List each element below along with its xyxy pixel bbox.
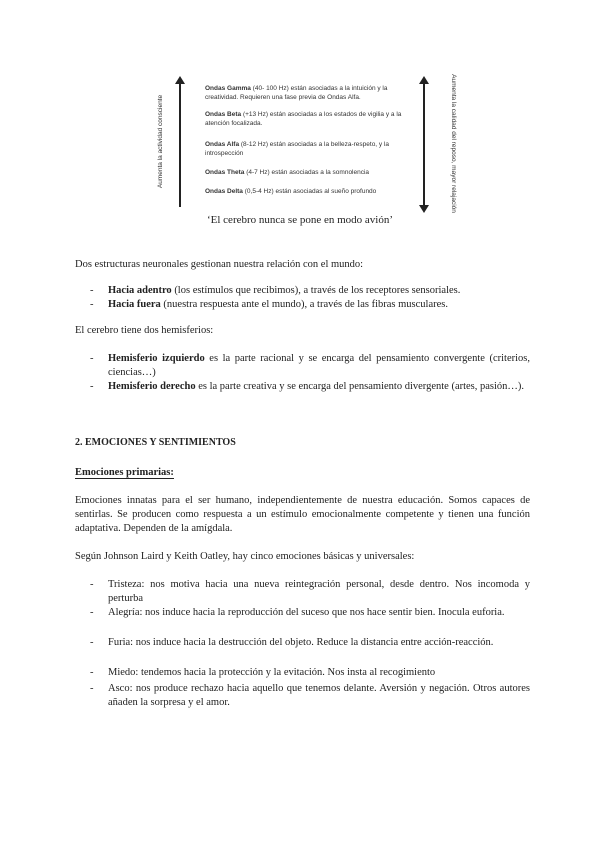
double-arrow-icon <box>423 82 425 207</box>
bullet-dash: - <box>90 285 94 296</box>
paragraph-authors: Según Johnson Laird y Keith Oatley, hay cinco emociones básicas y universales: <box>75 551 415 562</box>
wave-beta: Ondas Beta (+13 Hz) están asociadas a los estados de vigilia y a la atención focalizada. <box>205 111 402 127</box>
wave-gamma: Ondas Gamma (40- 100 Hz) están asociadas a la intuición y la creatividad. Requieren una fase previa de Ondas Alfa. <box>205 85 388 101</box>
bullet-dash: - <box>90 607 94 618</box>
wave-theta: Ondas Theta (4-7 Hz) están asociadas a la somnolencia <box>205 169 370 176</box>
figure-caption: ‘El cerebro nunca se pone en modo avión’ <box>206 214 393 226</box>
section-title: 2. EMOCIONES Y SENTIMIENTOS <box>75 437 236 448</box>
wave-delta: Ondas Delta (0,5-4 Hz) están asociadas al sueño profundo <box>205 188 377 195</box>
left-axis-label: Aumenta la actividad consciente <box>157 94 165 189</box>
subsection-title: Emociones primarias: <box>75 467 174 478</box>
bullet-dash: - <box>90 579 94 590</box>
bullet-dash: - <box>90 667 94 678</box>
bullet-dash: - <box>90 381 94 392</box>
bullet-dash: - <box>90 299 94 310</box>
paragraph-primary-emotions: Emociones innatas para el ser humano, independientemente de nuestra educación. Somos capaces de sentirlas. Se producen como respuesta a un estímulo emocionalmente competente y tienen una función adaptativa. Dependen de la amígdala. <box>75 495 530 534</box>
wave-alfa: Ondas Alfa (8-12 Hz) están asociadas a la belleza-respeto, y la introspección <box>205 141 390 157</box>
intro-hemispheres: El cerebro tiene dos hemisferios: <box>75 325 214 336</box>
right-axis-label: Aumenta la calidad del reposo, mayor relajación <box>449 74 457 213</box>
bullet-dash: - <box>90 683 94 694</box>
bullet-dash: - <box>90 637 94 648</box>
up-arrow-icon <box>179 82 181 207</box>
brain-waves-figure <box>157 70 457 213</box>
intro-structures: Dos estructuras neuronales gestionan nuestra relación con el mundo: <box>75 259 364 270</box>
bullet-dash: - <box>90 353 94 364</box>
